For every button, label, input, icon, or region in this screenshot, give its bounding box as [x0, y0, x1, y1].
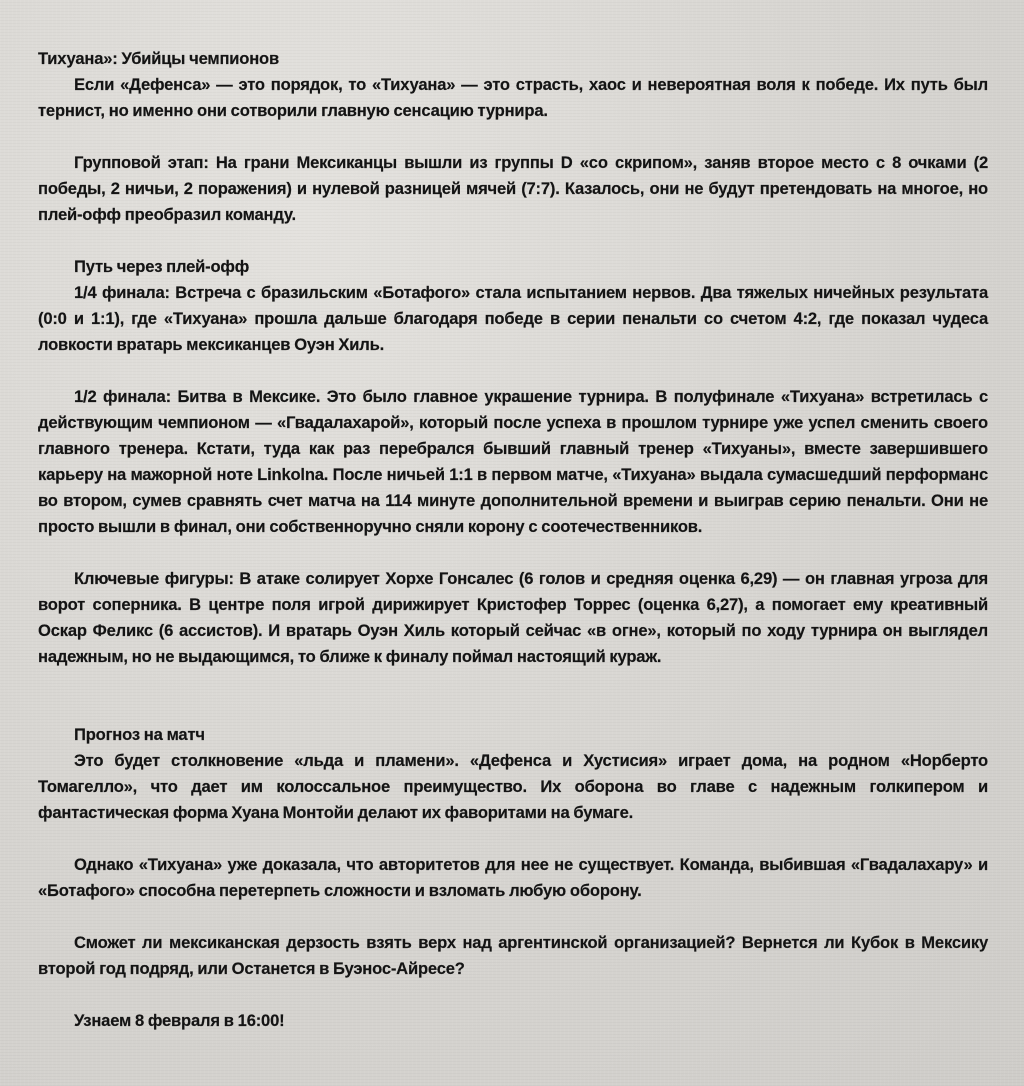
question-paragraph: Сможет ли мексиканская дерзость взять верх над аргентинской организацией? Вернется ли Кубок в Мексику второй год подряд, или Останется в Буэнос-Айресе? [38, 933, 988, 978]
spacer [38, 982, 988, 1008]
group-stage-paragraph: Групповой этап: На грани Мексиканцы вышли из группы D «со скрипом», заняв второе место с 8 очками (2 победы, 2 ничьи, 2 поражения) и нулевой разницей мячей (7:7). Казалось, они не будут претендовать на многое, но плей-офф преобразил команду. [38, 153, 988, 224]
spacer [38, 540, 988, 566]
quarterfinal-paragraph: 1/4 финала: Встреча с бразильским «Ботафого» стала испытанием нервов. Два тяжелых ничейных результата (0:0 и 1:1), где «Тихуана» прошла дальше благодаря победе в серии пенальти со счетом 4:2, где показал чудеса ловкости вратарь мексиканцев Оуэн Хиль. [38, 283, 988, 354]
spacer [38, 124, 988, 150]
forecast-heading: Прогноз на матч [74, 725, 205, 744]
playoff-heading: Путь через плей-офф [74, 257, 250, 276]
spacer [38, 358, 988, 384]
spacer [38, 904, 988, 930]
spacer [38, 228, 988, 254]
semifinal-paragraph: 1/2 финала: Битва в Мексике. Это было главное украшение турнира. В полуфинале «Тихуана» встретилась с действующим чемпионом — «Гвадалахарой», который после успеха в прошлом турнире уже успел сменить своего главного тренера. Кстати, туда как раз перебрался бывший главный тренер «Тихуаны», вместе завершившего карьеру на мажорной ноте Linkolna. После ничьей 1:1 в первом матче, «Тихуана» выдала сумасшедший перформанс во втором, сумев сравнять счет матча на 114 минуте дополнительной времени и выиграв серию пенальти. Они не просто вышли в финал, они собственноручно сняли корону с соотечественников. [38, 387, 988, 536]
forecast-paragraph-2: Однако «Тихуана» уже доказала, что авторитетов для нее не существует. Команда, выбившая «Гвадалахару» и «Ботафого» способна перетерпеть сложности и взломать любую оборону. [38, 855, 988, 900]
article-title: Тихуана»: Убийцы чемпионов [38, 49, 279, 68]
key-figures-paragraph: Ключевые фигуры: В атаке солирует Хорхе Гонсалес (6 голов и средняя оценка 6,29) — он главная угроза для ворот соперника. В центре поля игрой дирижирует Кристофер Торрес (оценка 6,27), а помогает ему креативный Оскар Феликс (6 ассистов). И вратарь Оуэн Хиль который сейчас «в огне», который по ходу турнира он выглядел надежным, но не выдающимся, то ближе к финалу поймал настоящий кураж. [38, 569, 988, 666]
article-body [38, 46, 988, 1034]
spacer [38, 826, 988, 852]
intro-paragraph: Если «Дефенса» — это порядок, то «Тихуана» — это страсть, хаос и невероятная воля к победе. Их путь был тернист, но именно они сотворили главную сенсацию турнира. [38, 75, 988, 120]
spacer [38, 670, 988, 722]
forecast-paragraph-1: Это будет столкновение «льда и пламени». «Дефенса и Хустисия» играет дома, на родном «Норберто Томагелло», что дает им колоссальное преимущество. Их оборона во главе с надежным голкипером и фантастическая форма Хуана Монтойи делают их фаворитами на бумаге. [38, 751, 988, 822]
closing-line: Узнаем 8 февраля в 16:00! [74, 1011, 285, 1030]
